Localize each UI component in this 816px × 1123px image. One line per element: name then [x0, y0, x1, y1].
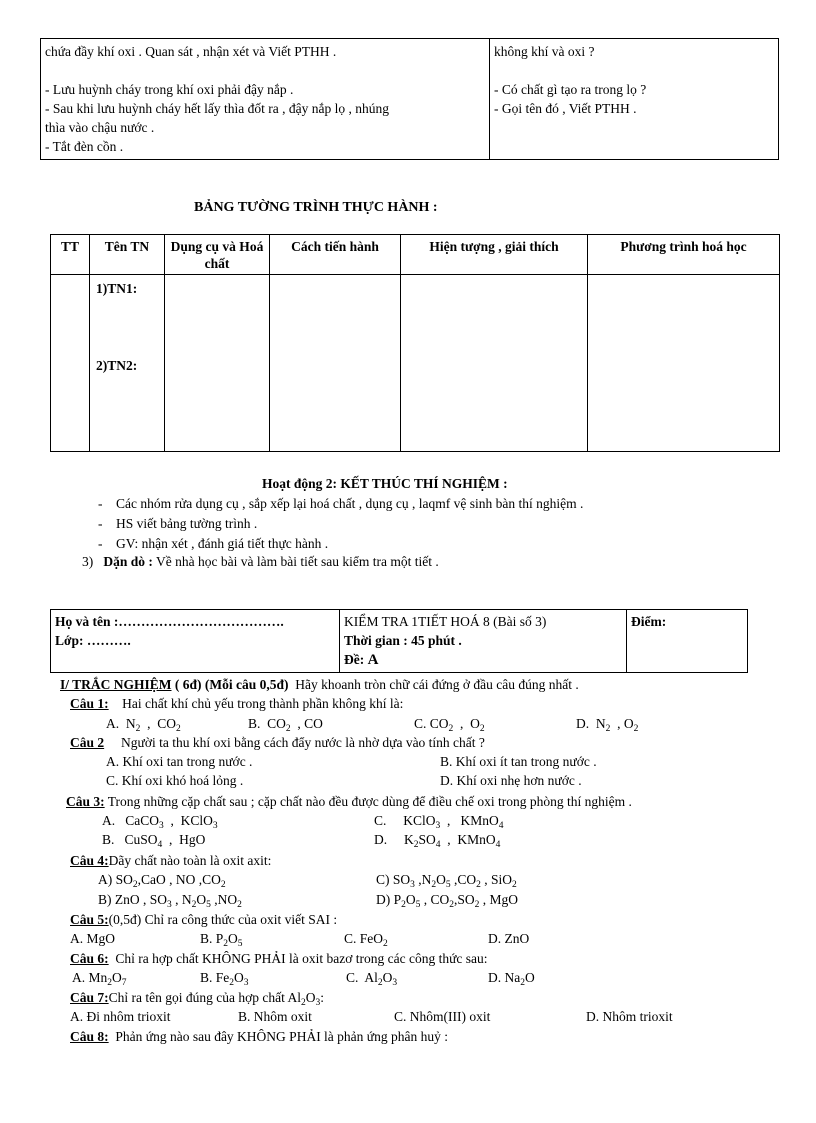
tn2-label: 2)TN2:	[96, 358, 138, 373]
q3-option-c: C. KClO$_3$ , KMnO$_4$	[374, 813, 504, 831]
q2-option-a: A. Khí oxi tan trong nước .	[106, 754, 253, 769]
question-5	[70, 911, 337, 929]
procedure-line: - Lưu huỳnh cháy trong khí oxi phải đậy nắp .	[45, 82, 294, 97]
question-3	[66, 793, 632, 811]
q7-option-b: B. Nhôm oxit	[238, 1009, 312, 1024]
question-label: Câu 8:	[70, 1029, 109, 1044]
report-table	[50, 234, 780, 452]
activity-item-text: GV: nhận xét , đánh giá tiết thực hành .	[116, 536, 329, 551]
question-line: - Gọi tên đó , Viết PTHH .	[494, 101, 637, 116]
header-phuong-trinh: Phương trình hoá học	[588, 235, 780, 275]
question-text: (0,5đ) Chỉ ra công thức của oxit viết SAI :	[108, 912, 338, 927]
score-label: Điểm:	[631, 614, 667, 629]
question-text: Trong những cặp chất sau ; cặp chất nào đều được dùng để điều chế oxi trong phòng thí nghiệm .	[107, 794, 632, 809]
question-2	[70, 734, 485, 752]
procedure-cell	[41, 39, 490, 160]
procedure-line: - Sau khi lưu huỳnh cháy hết lấy thìa đốt ra , đậy nắp lọ , nhúng	[45, 101, 389, 116]
question-6	[70, 950, 488, 968]
exam-code	[344, 650, 622, 670]
activity-item: - GV: nhận xét , đánh giá tiết thực hành .	[98, 536, 329, 551]
procedure-table	[40, 38, 779, 160]
q1-option-d: D. $N_2$ , $O_2$	[576, 716, 639, 734]
cell-phuong-trinh	[588, 275, 780, 452]
q7-option-c: C. Nhôm(III) oxit	[394, 1009, 491, 1024]
cell-dung-cu	[165, 275, 270, 452]
header-tt: TT	[51, 235, 90, 275]
q1-option-c: C. $CO_2$ , $O_2$	[414, 716, 485, 734]
homework-text: Về nhà học bài và làm bài tiết sau kiểm tra một tiết .	[156, 554, 439, 569]
section-title: I/ TRẮC NGHIỆM	[60, 677, 172, 692]
q1-option-a: A. $N_2$ , $CO_2$	[106, 716, 181, 734]
q6-option-d: D. $Na_2O$	[488, 970, 535, 988]
student-class-field: Lớp: ……….	[55, 633, 131, 648]
question-line: - Có chất gì tạo ra trong lọ ?	[494, 82, 647, 97]
q4-option-c: C) $SO_3$ $,N_2O_5$ $,CO_2$ , SiO$_2$	[376, 872, 517, 890]
question-8	[70, 1028, 448, 1046]
activity-item: - Các nhóm rửa dụng cụ , sắp xếp lại hoá chất , dụng cụ , laqmf vệ sinh bàn thí nghiệm .	[98, 496, 584, 511]
homework-number: 3)	[82, 554, 94, 569]
q5-option-a: A. MgO	[70, 931, 116, 946]
question-label: Câu 7:	[70, 990, 109, 1005]
activity-title: Hoạt động 2: KẾT THÚC THÍ NGHIỆM :	[262, 476, 508, 491]
question-label: Câu 1:	[70, 696, 109, 711]
q3-option-d: D. $K_2SO_4$ , KMnO$_4$	[374, 832, 501, 850]
question-label: Câu 3:	[66, 794, 105, 809]
question-line	[494, 61, 774, 80]
q4-option-d: D) $P_2O_5$ , $CO_2,SO_2$ , MgO	[376, 892, 519, 910]
question-text: Chỉ ra tên gọi đúng của hợp chất Al	[108, 990, 301, 1005]
question-text: Phản ứng nào sau đây KHÔNG PHẢI là phản ứng phân huỷ :	[115, 1029, 448, 1044]
q7-option-a: A. Đi nhôm trioxit	[70, 1009, 171, 1024]
question-7: Câu 7:Chỉ ra tên gọi đúng của hợp chất $Al_2O_3$:	[70, 990, 325, 1008]
header-cach-tien-hanh: Cách tiến hành	[270, 235, 401, 275]
exam-header-table	[50, 609, 748, 673]
q3-option-b: B. CuSO$_4$ , HgO	[102, 832, 206, 850]
homework-label: Dặn dò :	[103, 554, 153, 569]
q4-option-a: A) $SO_2,CaO$ , NO $,CO_2$	[98, 872, 226, 890]
q2-option-b: B. Khí oxi ít tan trong nước .	[440, 754, 597, 769]
header-dung-cu: Dụng cụ và Hoá chất	[165, 235, 270, 275]
q6-option-c: C. $Al_2O_3$	[346, 970, 398, 988]
question-label: Câu 2	[70, 735, 105, 750]
question-text: Chỉ ra hợp chất KHÔNG PHẢI là oxit bazơ trong các công thức sau:	[115, 951, 488, 966]
section-points: ( 6đ) (Mỗi câu 0,5đ)	[174, 677, 289, 692]
tn1-label: 1)TN1:	[96, 281, 138, 296]
procedure-line: - Tắt đèn cồn .	[45, 139, 124, 154]
homework-line	[82, 553, 439, 571]
activity-item-text: Các nhóm rửa dụng cụ , sắp xếp lại hoá chất , dụng cụ , laqmf vệ sinh bàn thí nghiệm .	[116, 496, 584, 511]
procedure-line: thìa vào chậu nước .	[45, 120, 155, 135]
question-1	[70, 695, 403, 713]
section-heading	[60, 676, 579, 694]
exam-info-cell	[340, 610, 627, 673]
q6-option-b: B. $Fe_2O_3$	[200, 970, 249, 988]
question-line: không khí và oxi ?	[494, 44, 595, 59]
activity-item-text: HS viết bảng tường trình .	[116, 516, 258, 531]
cell-ten-tn	[90, 275, 165, 452]
q3-option-a: A. CaCO$_3$ , KClO$_3$	[102, 813, 218, 831]
exam-code-label: Đề:	[344, 652, 365, 667]
q6-option-a: A. $Mn_2O_7$	[72, 970, 127, 988]
procedure-line	[45, 61, 485, 80]
header-ten-tn: Tên TN	[90, 235, 165, 275]
cell-hien-tuong	[401, 275, 588, 452]
procedure-line: chứa đầy khí oxi . Quan sát , nhận xét và Viết PTHH .	[45, 44, 337, 59]
activity-item: - HS viết bảng tường trình .	[98, 516, 258, 531]
report-title: BẢNG TƯỜNG TRÌNH THỰC HÀNH :	[194, 200, 438, 215]
q5-option-b: B. $P_2O_5$	[200, 931, 243, 949]
q4-option-b: B) ZnO , $SO_3$ , $N_2O_5$ $,NO_2$	[98, 892, 242, 910]
student-name-field: Họ và tên :……………………………….	[55, 614, 284, 629]
q7-option-d: D. Nhôm trioxit	[586, 1009, 673, 1024]
score-cell	[627, 610, 748, 673]
section-instruction: Hãy khoanh tròn chữ cái đứng ở đầu câu đúng nhất .	[295, 677, 579, 692]
student-info-cell	[51, 610, 340, 673]
q5-option-c: C. FeO$_2$	[344, 931, 388, 949]
question-label: Câu 6:	[70, 951, 109, 966]
question-text: Người ta thu khí oxi bằng cách đẩy nước là nhờ dựa vào tính chất ?	[121, 735, 485, 750]
q2-option-d: D. Khí oxi nhẹ hơn nước .	[440, 773, 582, 788]
question-text: Dãy chất nào toàn là oxit axit:	[108, 853, 272, 868]
cell-cach-tien-hanh	[270, 275, 401, 452]
question-label: Câu 4:	[70, 853, 109, 868]
question-cell	[490, 39, 779, 160]
q2-option-c: C. Khí oxi khó hoá lỏng .	[106, 773, 244, 788]
cell-tt	[51, 275, 90, 452]
question-label: Câu 5:	[70, 912, 109, 927]
question-4	[70, 852, 271, 870]
header-hien-tuong: Hiện tượng , giải thích	[401, 235, 588, 275]
exam-code-value: A	[367, 652, 379, 668]
question-text: Hai chất khí chủ yếu trong thành phần không khí là:	[122, 696, 404, 711]
exam-time: Thời gian : 45 phút .	[344, 633, 462, 648]
q5-option-d: D. ZnO	[488, 931, 530, 946]
exam-title: KIỂM TRA 1TIẾT HOÁ 8 (Bài số 3)	[344, 614, 547, 629]
q1-option-b: B. $CO_2$ , CO	[248, 716, 323, 734]
